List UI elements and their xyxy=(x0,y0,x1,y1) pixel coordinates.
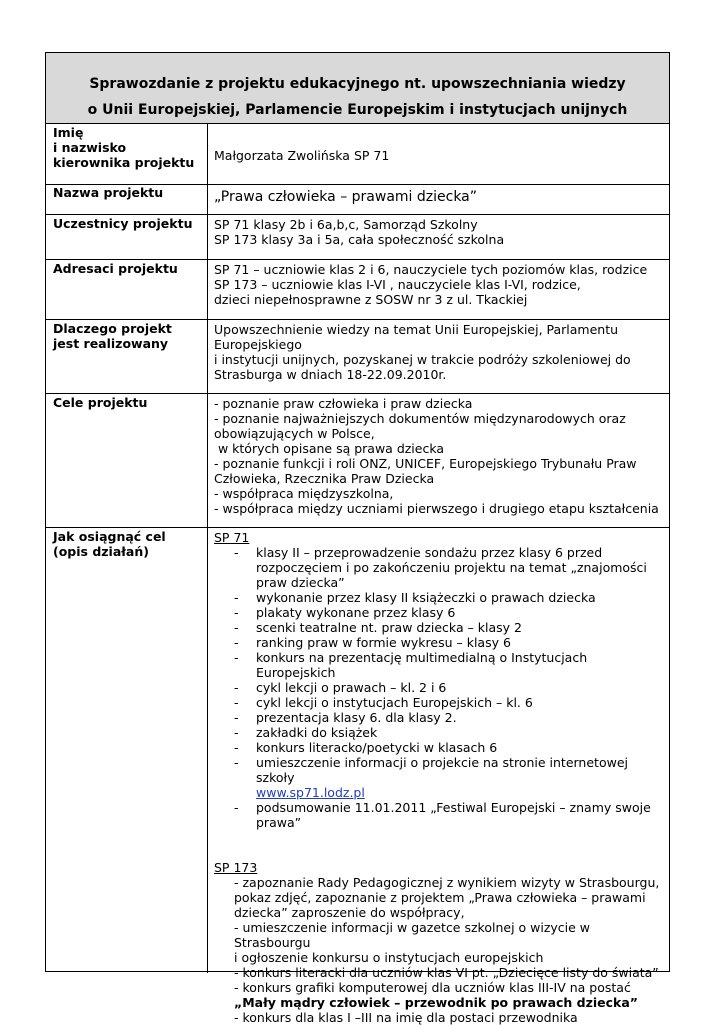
text-line: - poznanie praw człowieka i praw dziecka xyxy=(214,396,473,411)
value-project-name: „Prawa człowieka – prawami dziecka” xyxy=(214,189,478,205)
item-text: scenki teatralne nt. praw dziecka – klasy 2 xyxy=(256,620,523,635)
dash: - xyxy=(234,545,239,560)
item-text: konkurs na prezentację multimedialną o Instytucjach Europejskich xyxy=(256,650,588,680)
value-participants xyxy=(214,217,669,247)
label-line: Dlaczego projekt xyxy=(53,321,172,336)
text-line: pokaz zdjęć, zapoznanie z projektem „Prawa człowieka – prawami xyxy=(234,890,646,905)
text-line: i ogłoszenie konkursu o instytucjach europejskich xyxy=(234,950,544,965)
text-line: w których opisane są prawa dziecka xyxy=(214,441,445,456)
text-line: Człowieka, Rzecznika Praw Dziecka xyxy=(214,471,435,486)
text-line: - współpraca między uczniami pierwszego i drugiego etapu kształcenia xyxy=(214,501,659,516)
row-why xyxy=(46,319,669,394)
dash: - xyxy=(234,695,239,710)
label-project-leader xyxy=(53,125,203,170)
dash: - xyxy=(234,605,239,620)
text-line: „Mały mądry człowiek – przewodnik po prawach dziecka” xyxy=(234,995,639,1010)
label-line: kierownika projektu xyxy=(53,155,195,170)
label-goals: Cele projektu xyxy=(53,395,148,410)
dash: - xyxy=(234,635,239,650)
sp71-list xyxy=(214,545,664,830)
dash: - xyxy=(234,710,239,725)
text-line: - konkurs literacki dla uczniów klas VI pt. „Dziecięce listy do świata” xyxy=(234,965,659,980)
label-line: Imię xyxy=(53,125,84,140)
text-line: SP 71 – uczniowie klas 2 i 6, nauczyciele tych poziomów klas, rodzice xyxy=(214,262,648,277)
dash: - xyxy=(234,800,239,815)
dash: - xyxy=(234,680,239,695)
row-actions xyxy=(46,527,669,1025)
dash: - xyxy=(234,620,239,635)
text-line: - umieszczenie informacji w gazetce szkolnej o wizycie w Strasbourgu xyxy=(234,920,591,950)
report-header xyxy=(46,53,669,124)
row-project-name xyxy=(46,184,669,215)
list-item xyxy=(214,635,664,650)
dash: - xyxy=(234,755,239,770)
label-recipients: Adresaci projektu xyxy=(53,261,178,276)
sp71-heading: SP 71 xyxy=(214,530,250,545)
value-goals xyxy=(214,396,669,516)
dash: - xyxy=(234,590,239,605)
value-project-leader: Małgorzata Zwolińska SP 71 xyxy=(214,148,390,163)
label-line: Jak osiągnąć cel xyxy=(53,529,166,544)
label-line: i nazwisko xyxy=(53,140,127,155)
item-text: konkurs literacko/poetycki w klasach 6 xyxy=(256,740,498,755)
dash: - xyxy=(234,650,239,665)
text-line: i instytucji unijnych, pozyskanej w trakcie podróży szkoleniowej do xyxy=(214,352,631,367)
dash: - xyxy=(234,740,239,755)
text-line: Strasburga w dniach 18-22.09.2010r. xyxy=(214,367,447,382)
list-item xyxy=(214,755,664,800)
item-text: cykl lekcji o prawach – kl. 2 i 6 xyxy=(256,680,447,695)
label-actions xyxy=(53,529,203,559)
item-text: ranking praw w formie wykresu – klasy 6 xyxy=(256,635,511,650)
label-line: jest realizowany xyxy=(53,336,169,351)
row-project-leader xyxy=(46,123,669,185)
item-text: cykl lekcji o instytucjach Europejskich – kl. 6 xyxy=(256,695,533,710)
text-line: - konkurs grafiki komputerowej dla uczniów klas III-IV na postać xyxy=(234,980,631,995)
value-why xyxy=(214,322,669,382)
text-line: Europejskiego xyxy=(214,337,302,352)
sp173-list xyxy=(214,875,664,1025)
value-recipients xyxy=(214,262,669,307)
header-line-2: o Unii Europejskiej, Parlamencie Europejskim i instytucjach unijnych xyxy=(87,102,628,118)
text-line: SP 173 klasy 3a i 5a, cała społeczność szkolna xyxy=(214,232,505,247)
text-line: SP 71 klasy 2b i 6a,b,c, Samorząd Szkolny xyxy=(214,217,478,232)
header-line-1: Sprawozdanie z projektu edukacyjnego nt. upowszechniania wiedzy xyxy=(89,76,626,92)
item-text: prezentacja klasy 6. dla klasy 2. xyxy=(256,710,457,725)
text-line: obowiązujących w Polsce, xyxy=(214,426,375,441)
text-line: - poznanie funkcji i roli ONZ, UNICEF, Europejskiego Trybunału Praw xyxy=(214,456,637,471)
row-recipients xyxy=(46,259,669,320)
row-goals xyxy=(46,393,669,528)
value-actions xyxy=(214,530,664,1025)
list-item xyxy=(214,545,664,590)
text-line: - zapoznanie Rady Pedagogicznej z wynikiem wizyty w Strasbourgu, xyxy=(234,875,660,890)
list-item xyxy=(214,590,664,605)
list-item xyxy=(214,740,664,755)
dash: - xyxy=(234,725,239,740)
text-line: SP 173 – uczniowie klas I-VI , nauczyciele klas I-VI, rodzice, xyxy=(214,277,581,292)
label-participants: Uczestnicy projektu xyxy=(53,216,193,231)
item-text: podsumowanie 11.01.2011 „Festiwal Europejski – znamy swoje prawa” xyxy=(256,800,651,830)
item-text: klasy II – przeprowadzenie sondażu przez klasy 6 przed rozpoczęciem i po zakończeniu projektu na temat „znajomości praw dziecka” xyxy=(256,545,647,590)
item-text: plakaty wykonane przez klasy 6 xyxy=(256,605,456,620)
text-line: - poznanie najważniejszych dokumentów międzynarodowych oraz xyxy=(214,411,626,426)
list-item xyxy=(214,605,664,620)
text-line: dzieci niepełnosprawne z SOSW nr 3 z ul. Tkackiej xyxy=(214,292,528,307)
label-line: (opis działań) xyxy=(53,544,149,559)
list-item xyxy=(214,650,664,680)
sp173-heading: SP 173 xyxy=(214,860,258,875)
label-project-name: Nazwa projektu xyxy=(53,185,164,200)
label-why xyxy=(53,321,203,351)
list-item xyxy=(214,620,664,635)
text-line: Upowszechnienie wiedzy na temat Unii Europejskiej, Parlamentu xyxy=(214,322,619,337)
report-table xyxy=(45,52,670,1025)
school-website-link[interactable]: www.sp71.lodz.pl xyxy=(256,785,365,800)
row-participants xyxy=(46,214,669,260)
list-item xyxy=(214,800,664,830)
item-text: wykonanie przez klasy II książeczki o prawach dziecka xyxy=(256,590,596,605)
item-text: umieszczenie informacji o projekcie na stronie internetowej szkoły xyxy=(256,755,628,785)
list-item xyxy=(214,695,664,710)
list-item xyxy=(214,680,664,695)
text-line: dziecka” zaproszenie do współpracy, xyxy=(234,905,465,920)
list-item xyxy=(214,725,664,740)
list-item xyxy=(214,710,664,725)
text-line: - współpraca międzyszkolna, xyxy=(214,486,394,501)
text-line: - konkurs dla klas I –III na imię dla postaci przewodnika xyxy=(234,1010,578,1025)
item-text: zakładki do książek xyxy=(256,725,378,740)
